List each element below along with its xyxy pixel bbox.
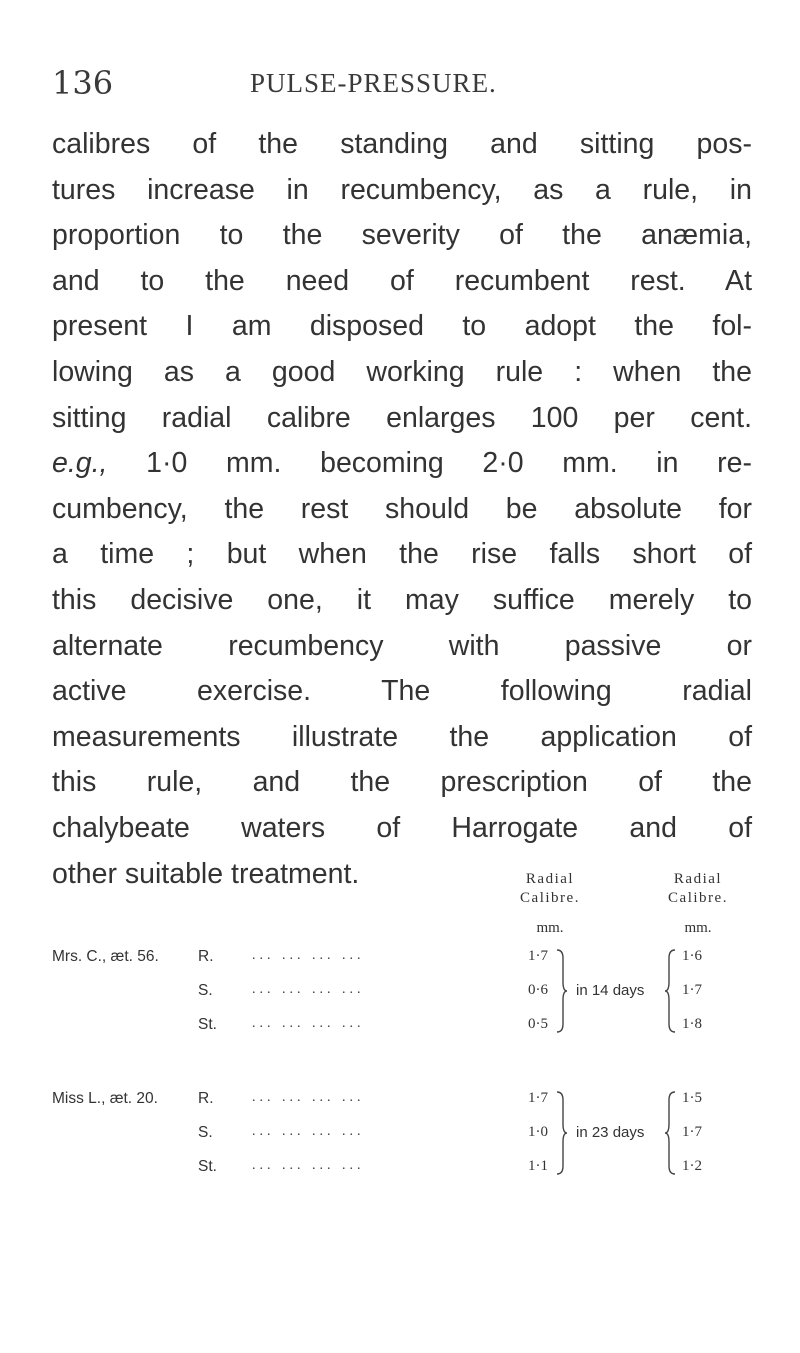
text-line: other suitable treatment. <box>52 857 360 890</box>
running-head <box>52 64 780 114</box>
value-after: 1·7 <box>682 1124 702 1140</box>
column-header-line2: Calibre. <box>668 890 728 906</box>
value-before: 1·1 <box>528 1158 548 1174</box>
value-after: 1·7 <box>682 982 702 998</box>
unit-before: mm. <box>536 920 564 936</box>
running-title: PULSE-PRESSURE. <box>250 68 497 98</box>
text-line-rest: 1·0 mm. becoming 2·0 mm. in re- <box>146 447 753 480</box>
text-line: measurements illustrate the application of <box>52 720 752 753</box>
measurement-table <box>0 870 800 1290</box>
text-line <box>52 441 752 487</box>
leader-dots: ... ... ... ... <box>252 1016 365 1031</box>
text-line: proportion to the severity of the anæmia, <box>52 219 752 252</box>
text-line: present I am disposed to adopt the fol- <box>52 310 752 343</box>
interval-label: in 23 days <box>576 1124 645 1141</box>
interval-label: in 14 days <box>576 982 645 999</box>
value-after: 1·5 <box>682 1090 702 1106</box>
text-line: calibres of the standing and sitting pos- <box>52 128 752 160</box>
posture-label: S. <box>198 1124 213 1141</box>
value-after: 1·2 <box>682 1158 702 1174</box>
italic-eg: e.g., <box>52 447 108 480</box>
posture-label: S. <box>198 982 213 999</box>
value-after: 1·8 <box>682 1016 702 1032</box>
text-line: tures increase in recumbency, as a rule, in <box>52 173 752 206</box>
posture-label: St. <box>198 1158 217 1175</box>
leader-dots: ... ... ... ... <box>252 982 365 997</box>
value-before: 1·0 <box>528 1124 548 1140</box>
unit-after: mm. <box>684 920 712 936</box>
posture-label: St. <box>198 1016 217 1033</box>
page-number: 136 <box>52 64 114 102</box>
left-brace-icon <box>664 948 676 1034</box>
leader-dots: ... ... ... ... <box>252 1158 365 1173</box>
column-header-line1: Radial <box>525 871 575 887</box>
text-line: alternate recumbency with passive or <box>52 629 752 662</box>
column-header-line1: Radial <box>673 871 723 887</box>
left-brace-icon <box>664 1090 676 1176</box>
value-before: 0·5 <box>528 1016 548 1032</box>
leader-dots: ... ... ... ... <box>252 1090 365 1105</box>
text-line: chalybeate waters of Harrogate and of <box>52 811 752 844</box>
column-header-line2: Calibre. <box>520 890 580 906</box>
subject-label: Miss L., æt. 20. <box>52 1090 158 1107</box>
right-brace-icon <box>556 1090 568 1176</box>
text-line: and to the need of recumbent rest. At <box>52 264 752 297</box>
value-before: 1·7 <box>528 1090 548 1106</box>
column-header-after <box>633 870 763 908</box>
body-paragraph <box>52 122 752 897</box>
leader-dots: ... ... ... ... <box>252 948 365 963</box>
value-before: 0·6 <box>528 982 548 998</box>
value-after: 1·6 <box>682 948 702 964</box>
text-line: active exercise. The following radial <box>52 675 752 708</box>
posture-label: R. <box>198 1090 214 1107</box>
subject-label: Mrs. C., æt. 56. <box>52 948 159 965</box>
text-line: lowing as a good working rule : when the <box>52 355 752 388</box>
column-header-before <box>485 870 615 908</box>
text-line: cumbency, the rest should be absolute for <box>52 492 752 525</box>
text-line: a time ; but when the rise falls short of <box>52 538 752 571</box>
leader-dots: ... ... ... ... <box>252 1124 365 1139</box>
text-line: this decisive one, it may suffice merely to <box>52 583 752 616</box>
text-line: this rule, and the prescription of the <box>52 766 752 799</box>
text-line: sitting radial calibre enlarges 100 per cent. <box>52 401 752 434</box>
posture-label: R. <box>198 948 214 965</box>
right-brace-icon <box>556 948 568 1034</box>
value-before: 1·7 <box>528 948 548 964</box>
